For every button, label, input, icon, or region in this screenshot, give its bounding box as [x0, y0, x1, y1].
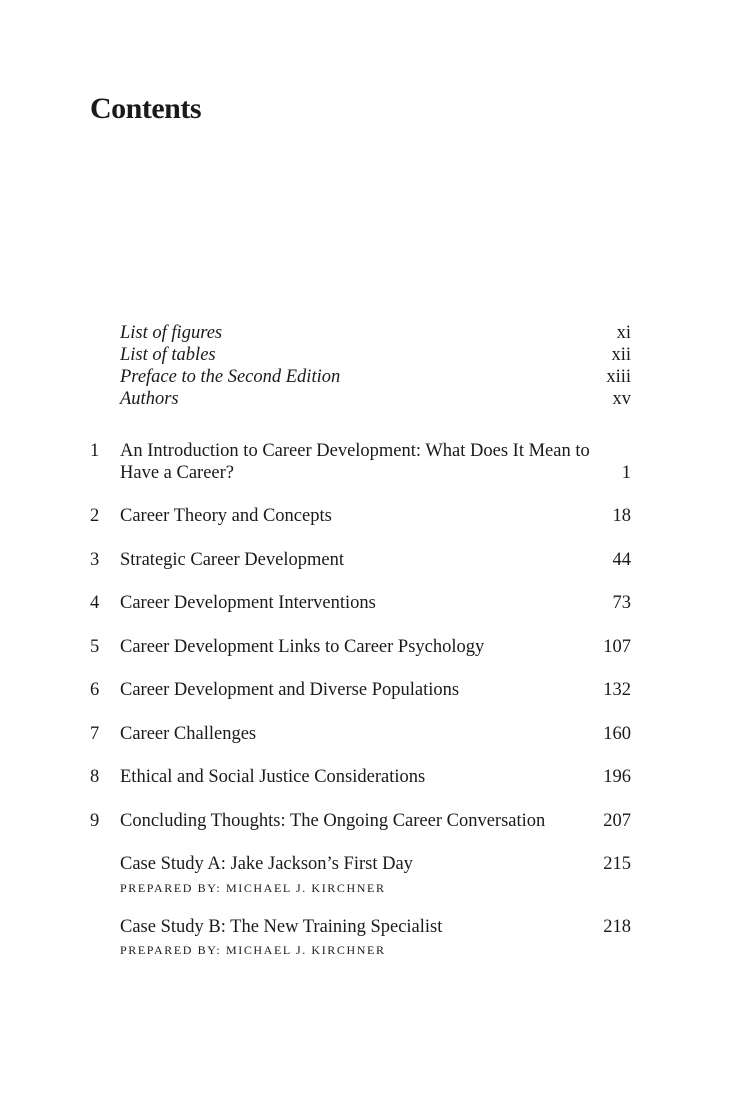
chapter-entry[interactable] [90, 441, 631, 484]
front-matter-label: Authors [120, 389, 179, 409]
front-matter-label: List of figures [120, 323, 223, 343]
chapter-page: 1 [621, 462, 631, 483]
chapter-title: Strategic Career Development [120, 549, 344, 570]
front-matter-item[interactable] [120, 322, 631, 344]
chapter-page: 132 [603, 680, 631, 700]
front-matter-page: xv [612, 389, 631, 409]
front-matter-page: xiii [606, 367, 631, 387]
chapter-title: Career Challenges [120, 723, 257, 744]
chapter-entry[interactable] [90, 550, 631, 572]
case-study-title: Case Study B: The New Training Specialist [120, 916, 443, 937]
chapter-number: 9 [90, 810, 100, 831]
chapter-page: 73 [612, 593, 631, 613]
case-study-title: Case Study A: Jake Jackson’s First Day [120, 854, 413, 874]
chapter-number: 3 [90, 549, 100, 570]
chapter-entry[interactable] [90, 811, 631, 833]
front-matter-item[interactable] [120, 344, 631, 366]
chapter-title: Career Development Interventions [120, 593, 376, 613]
chapter-title: Career Theory and Concepts [120, 506, 332, 526]
chapter-entry[interactable] [90, 593, 631, 615]
case-study-entry[interactable] [90, 917, 631, 959]
chapter-number: 5 [90, 636, 100, 657]
chapter-title: Ethical and Social Justice Considerations [120, 767, 426, 787]
chapter-number: 8 [90, 767, 100, 787]
chapter-page: 18 [612, 506, 631, 526]
front-matter-page: xi [616, 323, 631, 343]
chapter-entry[interactable] [90, 767, 631, 789]
front-matter-page: xii [611, 345, 631, 365]
case-study-author: PREPARED BY: MICHAEL J. KIRCHNER [120, 943, 386, 957]
chapter-number: 2 [90, 506, 100, 526]
chapter-number: 6 [90, 680, 100, 700]
chapter-number: 7 [90, 723, 100, 744]
case-study-page: 215 [603, 854, 631, 874]
chapter-list [90, 441, 631, 979]
chapter-title: Career Development and Diverse Populations [120, 680, 460, 700]
chapter-page: 196 [603, 767, 631, 787]
case-study-text [120, 917, 603, 959]
front-matter-item[interactable] [120, 388, 631, 410]
front-matter-label: Preface to the Second Edition [120, 367, 341, 387]
chapter-page: 107 [603, 636, 631, 657]
front-matter-label: List of tables [120, 345, 216, 365]
chapter-entry[interactable] [90, 724, 631, 746]
chapter-number: 4 [90, 593, 100, 613]
chapter-entry[interactable] [90, 506, 631, 528]
chapter-entry[interactable] [90, 680, 631, 702]
page-title: Contents [90, 92, 202, 125]
chapter-title: Career Development Links to Career Psychology [120, 636, 485, 657]
chapter-title: An Introduction to Career Development: What Does It Mean to Have a Career? [120, 441, 590, 483]
case-study-entry[interactable] [90, 854, 631, 896]
chapter-number: 1 [90, 441, 100, 461]
chapter-page: 160 [603, 723, 631, 744]
chapter-page: 207 [603, 810, 631, 831]
case-study-spacer [90, 917, 120, 959]
case-study-spacer [90, 854, 120, 896]
case-study-page: 218 [603, 916, 631, 937]
chapter-page: 44 [612, 549, 631, 570]
case-study-author: PREPARED BY: MICHAEL J. KIRCHNER [120, 880, 386, 895]
chapter-entry[interactable] [90, 637, 631, 659]
chapter-title: Concluding Thoughts: The Ongoing Career Conversation [120, 810, 546, 831]
front-matter-list [120, 322, 631, 410]
case-study-text [120, 854, 603, 896]
front-matter-item[interactable] [120, 366, 631, 388]
